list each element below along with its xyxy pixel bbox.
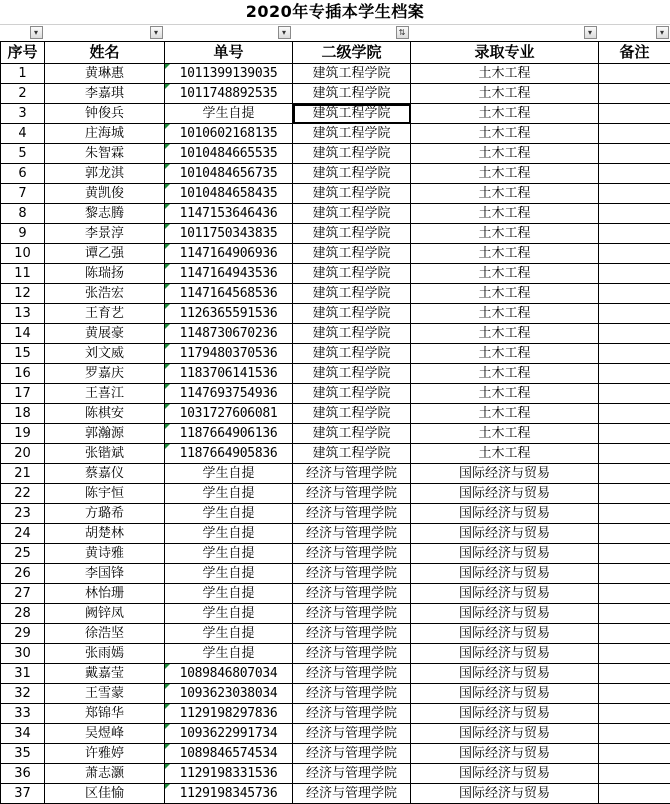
cell-no[interactable]: 19 bbox=[1, 424, 45, 444]
cell-name[interactable]: 李嘉琪 bbox=[45, 84, 165, 104]
cell-no[interactable]: 3 bbox=[1, 104, 45, 124]
cell-major[interactable]: 国际经济与贸易 bbox=[411, 744, 599, 764]
cell-note[interactable] bbox=[599, 684, 670, 704]
cell-name[interactable]: 朱智霖 bbox=[45, 144, 165, 164]
cell-note[interactable] bbox=[599, 144, 670, 164]
header-cell-name[interactable]: 姓名 bbox=[45, 42, 165, 64]
cell-college[interactable]: 经济与管理学院 bbox=[293, 684, 411, 704]
cell-name[interactable]: 张雨嫣 bbox=[45, 644, 165, 664]
cell-name[interactable]: 陈棋安 bbox=[45, 404, 165, 424]
cell-major[interactable]: 土木工程 bbox=[411, 204, 599, 224]
cell-college[interactable]: 建筑工程学院 bbox=[293, 184, 411, 204]
table-row bbox=[1, 264, 670, 284]
cell-note[interactable] bbox=[599, 704, 670, 724]
filter-sort-active-college-icon[interactable]: ⇅ bbox=[396, 26, 409, 39]
table-row bbox=[1, 124, 670, 144]
cell-major[interactable]: 土木工程 bbox=[411, 264, 599, 284]
table-row bbox=[1, 544, 670, 564]
cell-no[interactable]: 26 bbox=[1, 564, 45, 584]
cell-name[interactable]: 王育艺 bbox=[45, 304, 165, 324]
table-row bbox=[1, 344, 670, 364]
cell-id[interactable]: 1010484656735 bbox=[165, 164, 293, 184]
table-row bbox=[1, 584, 670, 604]
header-row bbox=[1, 42, 670, 64]
cell-note[interactable] bbox=[599, 584, 670, 604]
cell-major[interactable]: 土木工程 bbox=[411, 444, 599, 464]
cell-no[interactable]: 12 bbox=[1, 284, 45, 304]
cell-name[interactable]: 张锴斌 bbox=[45, 444, 165, 464]
cell-no[interactable]: 33 bbox=[1, 704, 45, 724]
cell-college[interactable]: 经济与管理学院 bbox=[293, 644, 411, 664]
cell-no[interactable]: 28 bbox=[1, 604, 45, 624]
cell-no[interactable]: 35 bbox=[1, 744, 45, 764]
cell-name[interactable]: 蔡嘉仪 bbox=[45, 464, 165, 484]
cell-name[interactable]: 张浩宏 bbox=[45, 284, 165, 304]
cell-id[interactable]: 学生自提 bbox=[165, 484, 293, 504]
table-row bbox=[1, 684, 670, 704]
cell-id[interactable]: 1183706141536 bbox=[165, 364, 293, 384]
table-row bbox=[1, 104, 670, 124]
cell-college[interactable]: 经济与管理学院 bbox=[293, 604, 411, 624]
cell-id[interactable]: 1010484665535 bbox=[165, 144, 293, 164]
cell-no[interactable]: 13 bbox=[1, 304, 45, 324]
cell-name[interactable]: 郑锦华 bbox=[45, 704, 165, 724]
cell-college[interactable]: 经济与管理学院 bbox=[293, 724, 411, 744]
cell-no[interactable]: 34 bbox=[1, 724, 45, 744]
cell-no[interactable]: 9 bbox=[1, 224, 45, 244]
cell-no[interactable]: 5 bbox=[1, 144, 45, 164]
table-row bbox=[1, 64, 670, 84]
cell-note[interactable] bbox=[599, 384, 670, 404]
cell-name[interactable]: 陈宇恒 bbox=[45, 484, 165, 504]
cell-name[interactable]: 黄琳惠 bbox=[45, 64, 165, 84]
cell-note[interactable] bbox=[599, 444, 670, 464]
cell-no[interactable]: 15 bbox=[1, 344, 45, 364]
header-cell-note[interactable]: 备注 bbox=[599, 42, 670, 64]
cell-id[interactable]: 1010484658435 bbox=[165, 184, 293, 204]
cell-major[interactable]: 土木工程 bbox=[411, 404, 599, 424]
cell-major[interactable]: 国际经济与贸易 bbox=[411, 624, 599, 644]
cell-note[interactable] bbox=[599, 404, 670, 424]
table-row bbox=[1, 364, 670, 384]
table-row bbox=[1, 484, 670, 504]
filter-dropdown-name-icon[interactable]: ▾ bbox=[150, 26, 163, 39]
cell-major[interactable]: 土木工程 bbox=[411, 224, 599, 244]
cell-college[interactable]: 经济与管理学院 bbox=[293, 664, 411, 684]
cell-name[interactable]: 谭乙强 bbox=[45, 244, 165, 264]
cell-college[interactable]: 建筑工程学院 bbox=[293, 144, 411, 164]
cell-college[interactable]: 建筑工程学院 bbox=[293, 364, 411, 384]
cell-college[interactable]: 经济与管理学院 bbox=[293, 484, 411, 504]
cell-note[interactable] bbox=[599, 544, 670, 564]
cell-major[interactable]: 土木工程 bbox=[411, 104, 599, 124]
cell-note[interactable] bbox=[599, 744, 670, 764]
cell-college[interactable]: 建筑工程学院 bbox=[293, 324, 411, 344]
cell-note[interactable] bbox=[599, 224, 670, 244]
cell-note[interactable] bbox=[599, 64, 670, 84]
cell-id[interactable]: 1147153646436 bbox=[165, 204, 293, 224]
cell-note[interactable] bbox=[599, 724, 670, 744]
cell-note[interactable] bbox=[599, 104, 670, 124]
cell-id[interactable]: 1093622991734 bbox=[165, 724, 293, 744]
cell-college[interactable]: 建筑工程学院 bbox=[293, 84, 411, 104]
cell-major[interactable]: 国际经济与贸易 bbox=[411, 524, 599, 544]
cell-note[interactable] bbox=[599, 184, 670, 204]
cell-note[interactable] bbox=[599, 284, 670, 304]
table-row bbox=[1, 184, 670, 204]
table-row bbox=[1, 784, 670, 804]
cell-no[interactable]: 10 bbox=[1, 244, 45, 264]
cell-no[interactable]: 21 bbox=[1, 464, 45, 484]
table-row bbox=[1, 404, 670, 424]
cell-id[interactable]: 学生自提 bbox=[165, 504, 293, 524]
table-row bbox=[1, 664, 670, 684]
cell-college[interactable]: 经济与管理学院 bbox=[293, 784, 411, 804]
cell-college[interactable]: 经济与管理学院 bbox=[293, 744, 411, 764]
cell-no[interactable]: 1 bbox=[1, 64, 45, 84]
cell-no[interactable]: 20 bbox=[1, 444, 45, 464]
cell-major[interactable]: 土木工程 bbox=[411, 304, 599, 324]
table-row bbox=[1, 224, 670, 244]
cell-note[interactable] bbox=[599, 324, 670, 344]
cell-name[interactable]: 李景淳 bbox=[45, 224, 165, 244]
cell-name[interactable]: 李国锋 bbox=[45, 564, 165, 584]
cell-name[interactable]: 郭龙淇 bbox=[45, 164, 165, 184]
cell-college[interactable]: 经济与管理学院 bbox=[293, 564, 411, 584]
table-row bbox=[1, 324, 670, 344]
cell-no[interactable]: 8 bbox=[1, 204, 45, 224]
cell-college[interactable]: 建筑工程学院 bbox=[293, 304, 411, 324]
cell-college[interactable]: 建筑工程学院 bbox=[293, 124, 411, 144]
cell-no[interactable]: 14 bbox=[1, 324, 45, 344]
filter-dropdown-note-icon[interactable]: ▾ bbox=[656, 26, 669, 39]
cell-name[interactable]: 胡楚林 bbox=[45, 524, 165, 544]
cell-no[interactable]: 2 bbox=[1, 84, 45, 104]
cell-id[interactable]: 学生自提 bbox=[165, 464, 293, 484]
cell-no[interactable]: 23 bbox=[1, 504, 45, 524]
cell-name[interactable]: 黄展豪 bbox=[45, 324, 165, 344]
cell-college[interactable]: 建筑工程学院 bbox=[293, 164, 411, 184]
cell-note[interactable] bbox=[599, 464, 670, 484]
cell-id[interactable]: 1147164568536 bbox=[165, 284, 293, 304]
cell-id[interactable]: 1011399139035 bbox=[165, 64, 293, 84]
cell-name[interactable]: 萧志灏 bbox=[45, 764, 165, 784]
cell-note[interactable] bbox=[599, 204, 670, 224]
cell-college[interactable]: 建筑工程学院 bbox=[293, 444, 411, 464]
cell-note[interactable] bbox=[599, 244, 670, 264]
table-row bbox=[1, 424, 670, 444]
cell-college[interactable]: 经济与管理学院 bbox=[293, 704, 411, 724]
header-cell-college[interactable]: 二级学院 bbox=[293, 42, 411, 64]
cell-name[interactable]: 许雅婷 bbox=[45, 744, 165, 764]
cell-id[interactable]: 1179480370536 bbox=[165, 344, 293, 364]
cell-name[interactable]: 黎志腾 bbox=[45, 204, 165, 224]
cell-id[interactable]: 学生自提 bbox=[165, 544, 293, 564]
cell-note[interactable] bbox=[599, 124, 670, 144]
cell-name[interactable]: 区佳愉 bbox=[45, 784, 165, 804]
cell-id[interactable]: 1147164943536 bbox=[165, 264, 293, 284]
cell-note[interactable] bbox=[599, 164, 670, 184]
table-row bbox=[1, 464, 670, 484]
cell-major[interactable]: 土木工程 bbox=[411, 324, 599, 344]
cell-major[interactable]: 土木工程 bbox=[411, 284, 599, 304]
table-row bbox=[1, 724, 670, 744]
cell-major[interactable]: 土木工程 bbox=[411, 64, 599, 84]
cell-major[interactable]: 国际经济与贸易 bbox=[411, 704, 599, 724]
cell-no[interactable]: 36 bbox=[1, 764, 45, 784]
cell-name[interactable]: 王喜江 bbox=[45, 384, 165, 404]
cell-note[interactable] bbox=[599, 344, 670, 364]
cell-name[interactable]: 陈瑞扬 bbox=[45, 264, 165, 284]
cell-id[interactable]: 学生自提 bbox=[165, 524, 293, 544]
cell-note[interactable] bbox=[599, 84, 670, 104]
cell-name[interactable]: 郭瀚源 bbox=[45, 424, 165, 444]
cell-college[interactable]: 经济与管理学院 bbox=[293, 764, 411, 784]
cell-note[interactable] bbox=[599, 524, 670, 544]
cell-college[interactable]: 建筑工程学院 bbox=[293, 384, 411, 404]
cell-id[interactable]: 1089846574534 bbox=[165, 744, 293, 764]
cell-id[interactable]: 1129198345736 bbox=[165, 784, 293, 804]
cell-college[interactable]: 建筑工程学院 bbox=[293, 244, 411, 264]
table-row bbox=[1, 624, 670, 644]
table-row bbox=[1, 604, 670, 624]
cell-id[interactable]: 1129198331536 bbox=[165, 764, 293, 784]
cell-id[interactable]: 1126365591536 bbox=[165, 304, 293, 324]
table-row bbox=[1, 204, 670, 224]
table-row bbox=[1, 284, 670, 304]
cell-major[interactable]: 国际经济与贸易 bbox=[411, 764, 599, 784]
cell-name[interactable]: 阙锌凤 bbox=[45, 604, 165, 624]
cell-major[interactable]: 国际经济与贸易 bbox=[411, 684, 599, 704]
cell-no[interactable]: 4 bbox=[1, 124, 45, 144]
cell-note[interactable] bbox=[599, 424, 670, 444]
table-row bbox=[1, 564, 670, 584]
cell-note[interactable] bbox=[599, 664, 670, 684]
cell-id[interactable]: 1010602168135 bbox=[165, 124, 293, 144]
cell-college[interactable]: 建筑工程学院 bbox=[293, 344, 411, 364]
cell-no[interactable]: 30 bbox=[1, 644, 45, 664]
cell-major[interactable]: 国际经济与贸易 bbox=[411, 584, 599, 604]
table-row bbox=[1, 84, 670, 104]
table-row bbox=[1, 744, 670, 764]
cell-name[interactable]: 王雪蒙 bbox=[45, 684, 165, 704]
cell-major[interactable]: 土木工程 bbox=[411, 184, 599, 204]
cell-college[interactable]: 经济与管理学院 bbox=[293, 464, 411, 484]
cell-no[interactable]: 37 bbox=[1, 784, 45, 804]
cell-college[interactable]: 建筑工程学院 bbox=[293, 224, 411, 244]
selected-cell[interactable]: 建筑工程学院 bbox=[293, 104, 411, 124]
cell-id[interactable]: 1011750343835 bbox=[165, 224, 293, 244]
cell-college[interactable]: 建筑工程学院 bbox=[293, 204, 411, 224]
cell-note[interactable] bbox=[599, 784, 670, 804]
header-cell-id[interactable]: 单号 bbox=[165, 42, 293, 64]
cell-major[interactable]: 国际经济与贸易 bbox=[411, 724, 599, 744]
cell-name[interactable]: 黄凯俊 bbox=[45, 184, 165, 204]
autofilter-row bbox=[1, 25, 670, 42]
table-row bbox=[1, 164, 670, 184]
cell-id[interactable]: 1147693754936 bbox=[165, 384, 293, 404]
cell-major[interactable]: 国际经济与贸易 bbox=[411, 464, 599, 484]
filter-dropdown-no-icon[interactable]: ▾ bbox=[30, 26, 43, 39]
cell-major[interactable]: 土木工程 bbox=[411, 364, 599, 384]
cell-major[interactable]: 土木工程 bbox=[411, 144, 599, 164]
cell-major[interactable]: 国际经济与贸易 bbox=[411, 664, 599, 684]
cell-major[interactable]: 土木工程 bbox=[411, 84, 599, 104]
cell-note[interactable] bbox=[599, 364, 670, 384]
table-row bbox=[1, 504, 670, 524]
student-records-table bbox=[0, 25, 670, 804]
cell-note[interactable] bbox=[599, 484, 670, 504]
cell-major[interactable]: 土木工程 bbox=[411, 124, 599, 144]
cell-note[interactable] bbox=[599, 644, 670, 664]
cell-no[interactable]: 11 bbox=[1, 264, 45, 284]
table-row bbox=[1, 764, 670, 784]
cell-id[interactable]: 1011748892535 bbox=[165, 84, 293, 104]
filter-dropdown-major-icon[interactable]: ▾ bbox=[584, 26, 597, 39]
cell-name[interactable]: 戴嘉莹 bbox=[45, 664, 165, 684]
cell-note[interactable] bbox=[599, 764, 670, 784]
cell-name[interactable]: 吴煜峰 bbox=[45, 724, 165, 744]
cell-college[interactable]: 建筑工程学院 bbox=[293, 264, 411, 284]
cell-no[interactable]: 24 bbox=[1, 524, 45, 544]
cell-note[interactable] bbox=[599, 504, 670, 524]
cell-college[interactable]: 建筑工程学院 bbox=[293, 404, 411, 424]
cell-major[interactable]: 国际经济与贸易 bbox=[411, 484, 599, 504]
table-row bbox=[1, 244, 670, 264]
cell-major[interactable]: 土木工程 bbox=[411, 244, 599, 264]
cell-id[interactable]: 1148730670236 bbox=[165, 324, 293, 344]
cell-major[interactable]: 国际经济与贸易 bbox=[411, 644, 599, 664]
cell-id[interactable]: 1129198297836 bbox=[165, 704, 293, 724]
cell-college[interactable]: 经济与管理学院 bbox=[293, 584, 411, 604]
table-row bbox=[1, 144, 670, 164]
cell-college[interactable]: 建筑工程学院 bbox=[293, 64, 411, 84]
cell-id[interactable]: 1187664905836 bbox=[165, 444, 293, 464]
cell-no[interactable]: 32 bbox=[1, 684, 45, 704]
cell-college[interactable]: 经济与管理学院 bbox=[293, 504, 411, 524]
cell-major[interactable]: 土木工程 bbox=[411, 424, 599, 444]
table-row bbox=[1, 644, 670, 664]
header-cell-major[interactable]: 录取专业 bbox=[411, 42, 599, 64]
cell-major[interactable]: 国际经济与贸易 bbox=[411, 564, 599, 584]
table-row bbox=[1, 524, 670, 544]
cell-id[interactable]: 1147164906936 bbox=[165, 244, 293, 264]
cell-college[interactable]: 建筑工程学院 bbox=[293, 284, 411, 304]
cell-college[interactable]: 建筑工程学院 bbox=[293, 424, 411, 444]
sheet-title[interactable]: 2020年专插本学生档案 bbox=[0, 0, 670, 25]
cell-note[interactable] bbox=[599, 624, 670, 644]
cell-name[interactable]: 徐浩坚 bbox=[45, 624, 165, 644]
cell-no[interactable]: 7 bbox=[1, 184, 45, 204]
cell-no[interactable]: 16 bbox=[1, 364, 45, 384]
cell-no[interactable]: 29 bbox=[1, 624, 45, 644]
cell-id[interactable]: 学生自提 bbox=[165, 564, 293, 584]
cell-no[interactable]: 27 bbox=[1, 584, 45, 604]
cell-major[interactable]: 土木工程 bbox=[411, 344, 599, 364]
cell-no[interactable]: 25 bbox=[1, 544, 45, 564]
cell-major[interactable]: 国际经济与贸易 bbox=[411, 544, 599, 564]
cell-no[interactable]: 31 bbox=[1, 664, 45, 684]
cell-major[interactable]: 土木工程 bbox=[411, 384, 599, 404]
cell-major[interactable]: 国际经济与贸易 bbox=[411, 604, 599, 624]
cell-name[interactable]: 黄诗雅 bbox=[45, 544, 165, 564]
cell-no[interactable]: 6 bbox=[1, 164, 45, 184]
header-cell-no[interactable]: 序号 bbox=[1, 42, 45, 64]
cell-college[interactable]: 经济与管理学院 bbox=[293, 544, 411, 564]
cell-no[interactable]: 17 bbox=[1, 384, 45, 404]
cell-college[interactable]: 经济与管理学院 bbox=[293, 524, 411, 544]
cell-note[interactable] bbox=[599, 604, 670, 624]
cell-major[interactable]: 土木工程 bbox=[411, 164, 599, 184]
cell-id[interactable]: 学生自提 bbox=[165, 624, 293, 644]
cell-name[interactable]: 钟俊兵 bbox=[45, 104, 165, 124]
cell-major[interactable]: 国际经济与贸易 bbox=[411, 784, 599, 804]
cell-college[interactable]: 经济与管理学院 bbox=[293, 624, 411, 644]
cell-name[interactable]: 刘文威 bbox=[45, 344, 165, 364]
filter-dropdown-id-icon[interactable]: ▾ bbox=[278, 26, 291, 39]
cell-major[interactable]: 国际经济与贸易 bbox=[411, 504, 599, 524]
cell-name[interactable]: 方璐希 bbox=[45, 504, 165, 524]
cell-id[interactable]: 学生自提 bbox=[165, 104, 293, 124]
cell-name[interactable]: 林怡珊 bbox=[45, 584, 165, 604]
table-row bbox=[1, 304, 670, 324]
cell-id[interactable]: 学生自提 bbox=[165, 604, 293, 624]
cell-id[interactable]: 学生自提 bbox=[165, 644, 293, 664]
cell-note[interactable] bbox=[599, 304, 670, 324]
cell-name[interactable]: 罗嘉庆 bbox=[45, 364, 165, 384]
cell-id[interactable]: 1089846807034 bbox=[165, 664, 293, 684]
table-row bbox=[1, 704, 670, 724]
cell-id[interactable]: 1093623038034 bbox=[165, 684, 293, 704]
cell-name[interactable]: 庄海城 bbox=[45, 124, 165, 144]
cell-no[interactable]: 22 bbox=[1, 484, 45, 504]
cell-note[interactable] bbox=[599, 564, 670, 584]
cell-no[interactable]: 18 bbox=[1, 404, 45, 424]
cell-note[interactable] bbox=[599, 264, 670, 284]
table-row bbox=[1, 384, 670, 404]
cell-id[interactable]: 学生自提 bbox=[165, 584, 293, 604]
table-row bbox=[1, 444, 670, 464]
cell-id[interactable]: 1031727606081 bbox=[165, 404, 293, 424]
cell-id[interactable]: 1187664906136 bbox=[165, 424, 293, 444]
